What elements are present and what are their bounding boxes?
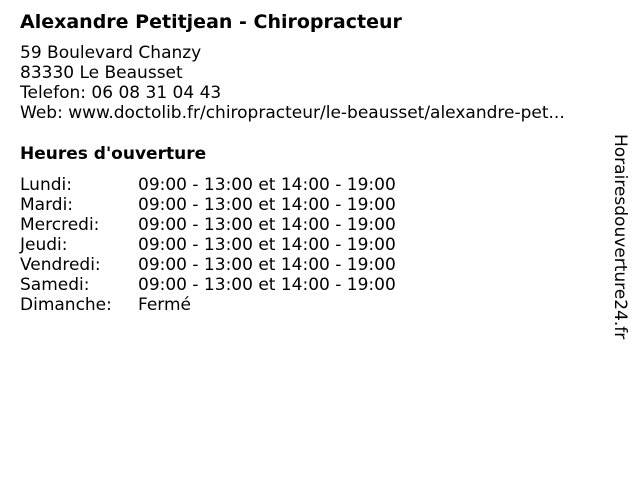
time-value: 09:00 - 13:00 et 14:00 - 19:00 xyxy=(138,215,396,235)
city-line: 83330 Le Beausset xyxy=(20,63,183,83)
day-label: Dimanche: xyxy=(20,295,112,315)
opening-hours-heading: Heures d'ouverture xyxy=(20,144,207,164)
website-line: Web: www.doctolib.fr/chiropracteur/le-beausset/alexandre-pet... xyxy=(20,103,565,123)
time-value: 09:00 - 13:00 et 14:00 - 19:00 xyxy=(138,195,396,215)
phone-line: Telefon: 06 08 31 04 43 xyxy=(20,83,222,103)
time-value: Fermé xyxy=(138,295,192,315)
day-label: Lundi: xyxy=(20,175,72,195)
hours-row-mercredi xyxy=(20,215,600,235)
day-label: Jeudi: xyxy=(20,235,68,255)
hours-row-vendredi xyxy=(20,255,600,275)
day-label: Samedi: xyxy=(20,275,90,295)
hours-row-samedi xyxy=(20,275,600,295)
hours-row-dimanche xyxy=(20,295,600,315)
hours-row-mardi xyxy=(20,195,600,215)
site-watermark: Horairesdouverture24.fr xyxy=(610,134,630,340)
opening-hours-table xyxy=(20,175,600,315)
time-value: 09:00 - 13:00 et 14:00 - 19:00 xyxy=(138,175,396,195)
business-title: Alexandre Petitjean - Chiropracteur xyxy=(20,11,402,33)
hours-row-lundi xyxy=(20,175,600,195)
day-label: Mardi: xyxy=(20,195,74,215)
time-value: 09:00 - 13:00 et 14:00 - 19:00 xyxy=(138,275,396,295)
day-label: Mercredi: xyxy=(20,215,100,235)
day-label: Vendredi: xyxy=(20,255,101,275)
time-value: 09:00 - 13:00 et 14:00 - 19:00 xyxy=(138,255,396,275)
business-card xyxy=(20,9,600,315)
time-value: 09:00 - 13:00 et 14:00 - 19:00 xyxy=(138,235,396,255)
hours-row-jeudi xyxy=(20,235,600,255)
address-line: 59 Boulevard Chanzy xyxy=(20,43,202,63)
